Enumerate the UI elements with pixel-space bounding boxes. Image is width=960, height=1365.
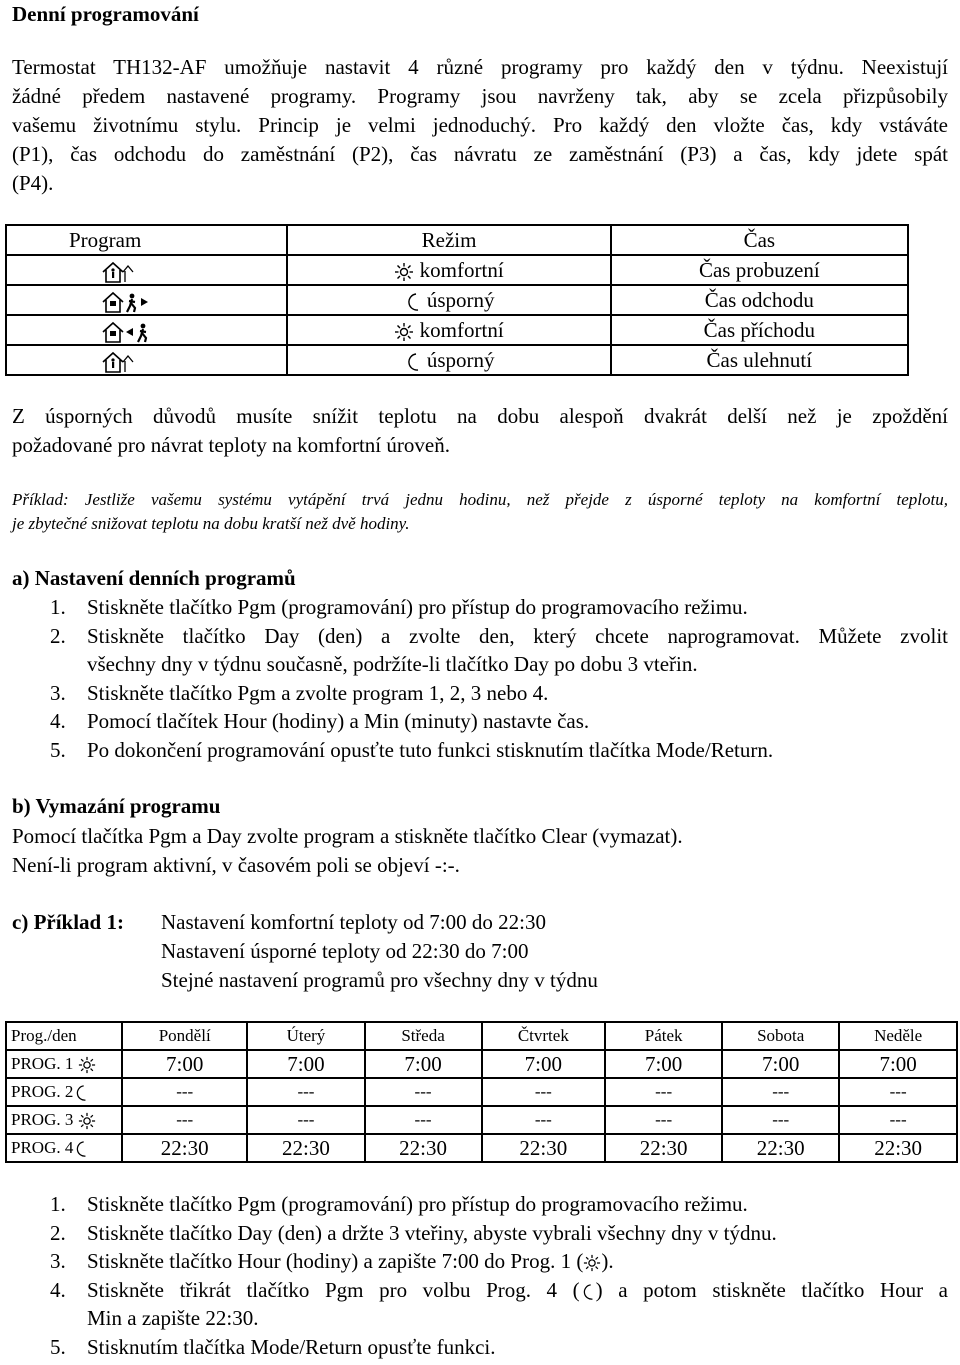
intro-line: (P4). [12,171,54,195]
table-cell: 22:30 [365,1134,482,1162]
table-row [6,1078,957,1106]
step-text: Stiskněte tlačítko Pgm (programování) pro přístup do programovacího režimu. [87,1192,748,1216]
intro-line: Termostat TH132-AF umožňuje nastavit 4 různé programy pro každý den v týdnu. Neexistují [12,55,948,79]
table-cell: --- [722,1078,839,1106]
time-cell: Čas příchodu [611,315,908,345]
list-item [12,707,948,736]
mode-cell [287,315,610,345]
step-number: 5. [50,1334,66,1359]
saving-paragraph [12,402,948,460]
list-item [12,679,948,708]
table-cell: --- [839,1078,957,1106]
list-item [12,1219,948,1248]
weekly-table-header [6,1022,957,1050]
intro-paragraph [12,53,948,198]
moon-icon [404,352,422,372]
mode-label: úsporný [426,348,495,372]
house-leaving-person-icon [101,290,151,314]
step-text: Stiskněte tlačítko Pgm (programování) pro přístup do programovacího režimu. [87,595,748,619]
step-text-line [87,1276,948,1305]
table-cell: 7:00 [247,1050,364,1078]
section-b-line: Není-li program aktivní, v časovém poli se objeví -:-. [12,853,460,877]
example-line: je zbytečné snižovat teplotu na dobu kratší než dvě hodiny. [12,514,410,533]
prog-label: PROG. 4 [11,1137,74,1157]
row-label [6,1106,122,1134]
section-c-line: Nastavení úsporné teploty od 22:30 do 7:00 [161,939,529,963]
time-cell: Čas odchodu [611,285,908,315]
example-steps [12,1190,948,1361]
row-label [6,1134,122,1162]
table-cell: --- [247,1078,364,1106]
intro-line: vašemu životnímu stylu. Princip je velmi jednoduchý. Pro každý den vložte čas, kdy vstáváte [12,113,948,137]
program-icon-cell [6,345,287,375]
table-cell: 7:00 [605,1050,722,1078]
header-cell: Úterý [247,1022,364,1050]
table-cell: --- [122,1106,247,1134]
table-cell: 22:30 [605,1134,722,1162]
step-text: Pomocí tlačítek Hour (hodiny) a Min (minuty) nastavte čas. [87,709,590,733]
list-item [12,622,948,679]
sun-icon [78,1112,96,1130]
table-cell: 7:00 [722,1050,839,1078]
program-table [5,224,909,376]
mode-label: komfortní [419,318,504,342]
step-number: 2. [50,1220,66,1245]
step-text: Stisknutím tlačítka Mode/Return opusťte funkci. [87,1334,496,1359]
table-row [6,1050,957,1078]
step-text: Min a zapište 22:30. [87,1306,259,1330]
step-number: 3. [50,1249,66,1273]
table-row [6,1106,957,1134]
table-row [6,345,908,375]
row-label [6,1050,122,1078]
moon-icon [580,1283,596,1301]
list-item [12,1190,948,1219]
program-icon-cell [6,285,287,315]
step-text: ) a potom stiskněte tlačítko Hour a [595,1277,948,1302]
mode-label: úsporný [426,288,495,312]
step-number: 4. [50,1277,66,1302]
step-number: 5. [50,737,66,762]
step-text: Stiskněte tlačítko Day (den) a držte 3 vteřiny, abyste vybrali všechny dny v týdnu. [87,1220,777,1245]
sun-icon [394,322,414,342]
table-cell: --- [365,1106,482,1134]
header-cell: Čtvrtek [482,1022,605,1050]
step-text: ). [601,1249,614,1273]
moon-icon [73,1140,89,1158]
list-item [12,1247,948,1276]
mode-cell [287,285,610,315]
list-item [12,1276,948,1333]
section-c-lines [161,908,598,995]
table-row [6,1134,957,1162]
program-icon-cell [6,315,287,345]
example-line: Příklad: Jestliže vašemu systému vytápění trvá jednu hodinu, než přejde z úsporné teploty na komfortní teplotu, [12,490,948,509]
house-person-icon [101,350,135,374]
header-cell: Program [6,225,287,255]
sun-icon [583,1254,601,1272]
table-cell: --- [247,1106,364,1134]
weekly-program-table [5,1021,958,1163]
table-cell: 22:30 [122,1134,247,1162]
table-row [6,315,908,345]
table-cell: --- [605,1106,722,1134]
header-cell: Čas [611,225,908,255]
moon-icon [404,292,422,312]
list-item [12,736,948,765]
example-note [12,488,948,536]
table-cell: --- [122,1078,247,1106]
table-cell: 7:00 [839,1050,957,1078]
intro-line: žádné předem nastavené programy. Programy jsou navrženy tak, aby se zcela přizpůsobily [12,84,948,108]
time-cell: Čas ulehnutí [611,345,908,375]
sun-icon [78,1056,96,1074]
table-cell: 22:30 [482,1134,605,1162]
house-person-icon [101,260,135,284]
page-title: Denní programování [12,2,199,26]
table-row [6,255,908,285]
step-number: 4. [50,709,66,733]
mode-label: komfortní [419,258,504,282]
mode-cell [287,345,610,375]
intro-line: (P1), čas odchodu do zaměstnání (P2), čas návratu ze zaměstnání (P3) a čas, kdy jdete spát [12,142,948,166]
header-cell: Neděle [839,1022,957,1050]
section-b-paragraph [12,822,683,880]
section-c-line: Stejné nastavení programů pro všechny dny v týdnu [161,968,598,992]
step-text: Stiskněte třikrát tlačítko Pgm pro volbu Prog. 4 ( [87,1277,580,1302]
prog-label: PROG. 3 [11,1109,74,1129]
step-text: Stiskněte tlačítko Pgm a zvolte program 1, 2, 3 nebo 4. [87,680,549,705]
step-number: 2. [50,623,66,648]
header-cell: Režim [287,225,610,255]
step-number: 1. [50,595,66,619]
table-cell: --- [605,1078,722,1106]
section-c-label: c) Příklad 1: [12,910,124,934]
header-cell: Prog./den [6,1022,122,1050]
section-a-steps [12,593,948,764]
mode-cell [287,255,610,285]
time-cell: Čas probuzení [611,255,908,285]
table-cell: --- [722,1106,839,1134]
header-cell: Sobota [722,1022,839,1050]
house-arriving-person-icon [101,320,151,344]
section-b-line: Pomocí tlačítka Pgm a Day zvolte program a stiskněte tlačítko Clear (vymazat). [12,824,683,848]
table-cell: 7:00 [122,1050,247,1078]
header-cell: Pátek [605,1022,722,1050]
section-a-title: a) Nastavení denních programů [12,566,296,590]
step-number: 1. [50,1192,66,1216]
step-text: všechny dny v týdnu současně, podržíte-li tlačítko Day po dobu 3 vteřin. [87,652,698,676]
prog-label: PROG. 1 [11,1053,74,1073]
table-cell: --- [839,1106,957,1134]
header-cell: Pondělí [122,1022,247,1050]
table-cell: 22:30 [722,1134,839,1162]
table-cell: 7:00 [365,1050,482,1078]
table-row [6,285,908,315]
sun-icon [394,262,414,282]
saving-line: Z úsporných důvodů musíte snížit teplotu na dobu alespoň dvakrát delší než je zpoždění [12,404,948,428]
table-cell: --- [365,1078,482,1106]
table-cell: --- [482,1106,605,1134]
step-text: Stiskněte tlačítko Hour (hodiny) a zapište 7:00 do Prog. 1 ( [87,1249,584,1273]
section-b-title: b) Vymazání programu [12,794,221,818]
row-label [6,1078,122,1106]
step-number: 3. [50,680,66,705]
list-item [12,1333,948,1362]
program-icon-cell [6,255,287,285]
table-cell: 22:30 [247,1134,364,1162]
moon-icon [73,1084,89,1102]
list-item [12,593,948,622]
prog-label: PROG. 2 [11,1081,74,1101]
step-text: Stiskněte tlačítko Day (den) a zvolte den, který chcete naprogramovat. Můžete zvolit [87,623,948,648]
step-text: Po dokončení programování opusťte tuto funkci stisknutím tlačítka Mode/Return. [87,737,774,762]
table-cell: --- [482,1078,605,1106]
header-cell: Středa [365,1022,482,1050]
table-cell: 22:30 [839,1134,957,1162]
program-table-header [6,225,908,255]
table-cell: 7:00 [482,1050,605,1078]
saving-line: požadované pro návrat teploty na komfortní úroveň. [12,433,450,457]
section-c-line: Nastavení komfortní teploty od 7:00 do 22:30 [161,910,546,934]
